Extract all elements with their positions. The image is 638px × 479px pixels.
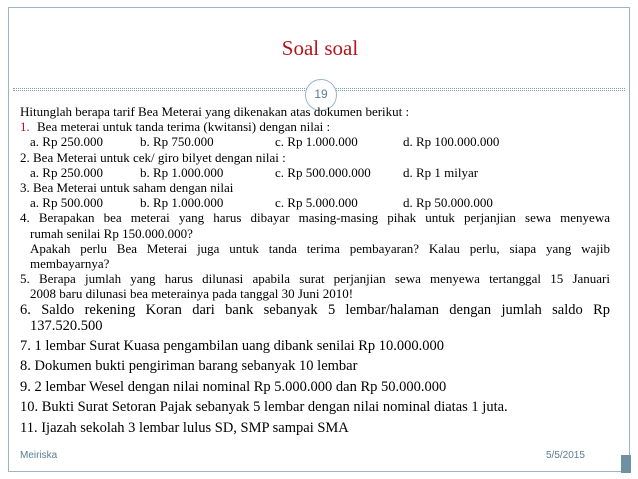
question-1-options	[20, 134, 610, 149]
option-d: d. Rp 50.000.000	[403, 195, 493, 211]
question-3-options	[20, 195, 610, 210]
question-5-line-1: 5. Berapa jumlah yang harus dilunasi apabila surat perjanjian sewa menyewa tertanggal 15 Januari	[20, 271, 610, 287]
option-a: a. Rp 250.000	[30, 134, 103, 150]
question-6-line-1: 6. Saldo rekening Koran dari bank sebanyak 5 lembar/halaman dengan jumlah saldo Rp	[20, 301, 610, 318]
question-3: 3. Bea Meterai untuk saham dengan nilai	[20, 180, 234, 196]
option-b: b. Rp 1.000.000	[140, 195, 224, 211]
question-2-options	[20, 165, 610, 180]
question-6-line-2: 137.520.500	[30, 318, 103, 335]
option-b: b. Rp 1.000.000	[140, 164, 224, 180]
option-c: c. Rp 5.000.000	[275, 195, 358, 211]
option-a: a. Rp 250.000	[30, 164, 103, 180]
question-1-text: Bea meterai untuk tanda terima (kwitansi) dengan nilai :	[37, 119, 331, 135]
footer-date: 5/5/2015	[546, 450, 585, 461]
question-11: 11. Ijazah sekolah 3 lembar lulus SD, SMP sampai SMA	[20, 419, 349, 436]
question-2: 2. Bea Meterai untuk cek/ giro bilyet dengan nilai :	[20, 149, 286, 165]
question-7: 7. 1 lembar Surat Kuasa pengambilan uang dibank senilai Rp 10.000.000	[20, 337, 445, 354]
question-4-line-2: rumah senilai Rp 150.000.000?	[30, 225, 193, 241]
question-8: 8. Dokumen bukti pengiriman barang sebanyak 10 lembar	[20, 358, 358, 375]
slide-content	[20, 104, 610, 437]
option-d: d. Rp 100.000.000	[403, 134, 500, 150]
question-4-line-4: membayarnya?	[30, 256, 110, 272]
question-1	[20, 119, 610, 134]
option-c: c. Rp 500.000.000	[275, 164, 371, 180]
option-b: b. Rp 750.000	[140, 134, 214, 150]
intro-text: Hitunglah berapa tarif Bea Meterai yang dikenakan atas dokumen berikut :	[20, 104, 410, 119]
question-9: 9. 2 lembar Wesel dengan nilai nominal Rp 5.000.000 dan Rp 50.000.000	[20, 378, 447, 395]
page-number-badge: 19	[305, 79, 337, 111]
question-10: 10. Bukti Surat Setoran Pajak sebanyak 5 lembar dengan nilai nominal diatas 1 juta.	[20, 399, 508, 416]
option-c: c. Rp 1.000.000	[275, 134, 358, 150]
question-5-line-2: 2008 baru dilunasi bea meterainya pada tanggal 30 Juni 2010!	[30, 286, 354, 302]
footer-author: Meiriska	[20, 450, 58, 461]
slide-title: Soal soal	[281, 36, 359, 60]
footer-accent-bar	[621, 455, 631, 473]
option-d: d. Rp 1 milyar	[403, 164, 479, 180]
option-a: a. Rp 500.000	[30, 195, 103, 211]
question-1-number: 1.	[20, 119, 30, 135]
question-4-line-3: Apakah perlu Bea Meterai juga untuk tanda terima pembayaran? Kalau perlu, siapa yang wajib	[30, 240, 610, 256]
question-4-line-1: 4. Berapakan bea meterai yang harus dibayar masing-masing pihak untuk perjanjian sewa menyewa	[20, 210, 610, 226]
